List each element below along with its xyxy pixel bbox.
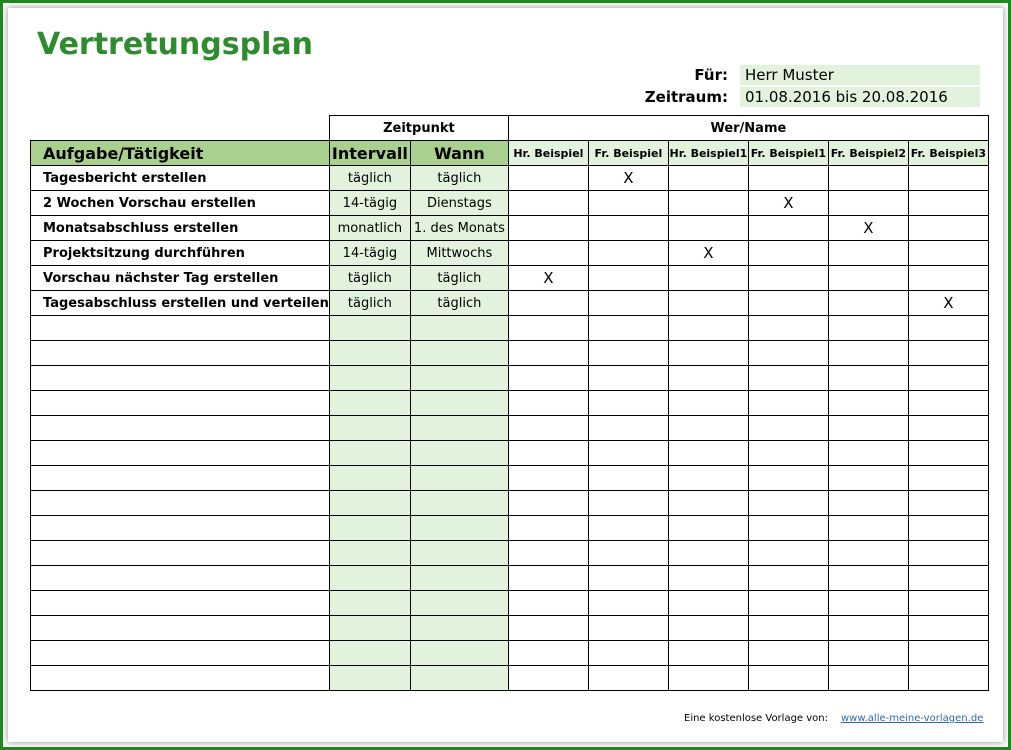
assignment-cell[interactable]: [588, 241, 668, 266]
assignment-cell[interactable]: [588, 341, 668, 366]
intervall-cell[interactable]: [329, 391, 410, 416]
wann-cell[interactable]: [410, 441, 508, 466]
intervall-column-header: Intervall: [329, 141, 410, 166]
wann-cell[interactable]: [410, 466, 508, 491]
assignment-cell[interactable]: [828, 366, 908, 391]
assignment-cell[interactable]: [588, 491, 668, 516]
assignment-cell[interactable]: [668, 341, 748, 366]
assignment-cell[interactable]: [908, 416, 988, 441]
assignment-cell[interactable]: [748, 541, 828, 566]
assignment-cell[interactable]: [748, 241, 828, 266]
assignment-cell[interactable]: [668, 566, 748, 591]
assignment-cell[interactable]: [508, 166, 588, 191]
task-cell[interactable]: [31, 541, 330, 566]
intervall-cell[interactable]: täglich: [329, 266, 410, 291]
assignment-cell[interactable]: [668, 666, 748, 691]
assignment-cell[interactable]: [668, 166, 748, 191]
name-column-header: Fr. Beispiel2: [828, 141, 908, 166]
empty-table-row: [31, 566, 989, 591]
assignment-cell[interactable]: [508, 491, 588, 516]
footer-link[interactable]: www.alle-meine-vorlagen.de: [841, 713, 984, 724]
empty-table-row: [31, 466, 989, 491]
wann-cell[interactable]: täglich: [410, 266, 508, 291]
assignment-cell[interactable]: [748, 641, 828, 666]
intervall-cell[interactable]: [329, 441, 410, 466]
wann-cell[interactable]: [410, 391, 508, 416]
intervall-cell[interactable]: [329, 666, 410, 691]
assignment-cell[interactable]: [828, 616, 908, 641]
page-title: Vertretungsplan: [37, 27, 313, 62]
empty-table-row: [31, 616, 989, 641]
assignment-cell[interactable]: [828, 341, 908, 366]
assignment-cell[interactable]: [668, 591, 748, 616]
task-cell[interactable]: [31, 316, 330, 341]
assignment-cell[interactable]: [508, 391, 588, 416]
assignment-cell[interactable]: [588, 191, 668, 216]
assignment-cell[interactable]: [668, 541, 748, 566]
intervall-cell[interactable]: [329, 616, 410, 641]
empty-table-row: [31, 516, 989, 541]
assignment-cell[interactable]: X: [668, 241, 748, 266]
assignment-cell[interactable]: [588, 266, 668, 291]
task-column-header: Aufgabe/Tätigkeit: [31, 141, 330, 166]
assignment-cell[interactable]: [908, 366, 988, 391]
assignment-cell[interactable]: [508, 191, 588, 216]
wann-cell[interactable]: Dienstags: [410, 191, 508, 216]
task-cell[interactable]: [31, 341, 330, 366]
intervall-cell[interactable]: [329, 491, 410, 516]
intervall-cell[interactable]: täglich: [329, 166, 410, 191]
assignment-cell[interactable]: [668, 416, 748, 441]
assignment-cell[interactable]: [908, 216, 988, 241]
task-cell[interactable]: [31, 516, 330, 541]
intervall-cell[interactable]: [329, 366, 410, 391]
intervall-cell[interactable]: [329, 516, 410, 541]
assignment-cell[interactable]: [908, 566, 988, 591]
assignment-cell[interactable]: [588, 666, 668, 691]
assignment-cell[interactable]: [668, 391, 748, 416]
assignment-cell[interactable]: [908, 441, 988, 466]
assignment-cell[interactable]: X: [588, 166, 668, 191]
assignment-cell[interactable]: [748, 666, 828, 691]
empty-table-row: [31, 441, 989, 466]
assignment-cell[interactable]: [828, 666, 908, 691]
assignment-cell[interactable]: [908, 616, 988, 641]
wann-cell[interactable]: [410, 666, 508, 691]
name-column-header: Fr. Beispiel1: [748, 141, 828, 166]
assignment-cell[interactable]: [828, 641, 908, 666]
assignment-cell[interactable]: [748, 166, 828, 191]
assignment-cell[interactable]: [588, 391, 668, 416]
wann-cell[interactable]: [410, 591, 508, 616]
wann-cell[interactable]: [410, 641, 508, 666]
table-row: [31, 241, 989, 266]
task-cell[interactable]: Monatsabschluss erstellen: [31, 216, 330, 241]
wann-cell[interactable]: [410, 491, 508, 516]
empty-table-row: [31, 391, 989, 416]
task-cell[interactable]: [31, 641, 330, 666]
table-row: [31, 191, 989, 216]
intervall-cell[interactable]: [329, 416, 410, 441]
name-column-header: Fr. Beispiel: [588, 141, 668, 166]
zeitraum-field[interactable]: 01.08.2016 bis 20.08.2016: [740, 87, 980, 107]
wann-cell[interactable]: [410, 516, 508, 541]
assignment-cell[interactable]: [748, 491, 828, 516]
assignment-cell[interactable]: [908, 541, 988, 566]
task-cell[interactable]: [31, 591, 330, 616]
empty-table-row: [31, 366, 989, 391]
table-row: [31, 216, 989, 241]
assignment-cell[interactable]: [508, 416, 588, 441]
assignment-cell[interactable]: [748, 616, 828, 641]
zeitpunkt-group-header: Zeitpunkt: [329, 116, 508, 141]
assignment-cell[interactable]: [508, 341, 588, 366]
assignment-cell[interactable]: [668, 216, 748, 241]
intervall-cell[interactable]: [329, 641, 410, 666]
assignment-cell[interactable]: [588, 291, 668, 316]
assignment-cell[interactable]: [748, 466, 828, 491]
assignment-cell[interactable]: [828, 566, 908, 591]
assignment-cell[interactable]: [828, 191, 908, 216]
assignment-cell[interactable]: [828, 166, 908, 191]
assignment-cell[interactable]: [508, 316, 588, 341]
assignment-cell[interactable]: [828, 391, 908, 416]
intervall-cell[interactable]: 14-tägig: [329, 191, 410, 216]
assignment-cell[interactable]: [748, 341, 828, 366]
task-cell[interactable]: [31, 666, 330, 691]
assignment-cell[interactable]: [508, 641, 588, 666]
assignment-cell[interactable]: X: [748, 191, 828, 216]
assignment-cell[interactable]: [908, 166, 988, 191]
assignment-cell[interactable]: [748, 366, 828, 391]
assignment-cell[interactable]: [828, 441, 908, 466]
empty-table-row: [31, 666, 989, 691]
task-cell[interactable]: [31, 616, 330, 641]
name-column-header: Hr. Beispiel: [508, 141, 588, 166]
table-row: [31, 266, 989, 291]
wann-cell[interactable]: [410, 566, 508, 591]
assignment-cell[interactable]: [668, 466, 748, 491]
assignment-cell[interactable]: [588, 516, 668, 541]
assignment-cell[interactable]: [508, 666, 588, 691]
footer-text: Eine kostenlose Vorlage von:: [684, 713, 828, 724]
assignment-cell[interactable]: [908, 491, 988, 516]
assignment-cell[interactable]: [668, 491, 748, 516]
wann-cell[interactable]: [410, 341, 508, 366]
task-cell[interactable]: [31, 566, 330, 591]
task-cell[interactable]: Tagesbericht erstellen: [31, 166, 330, 191]
wann-cell[interactable]: Mittwochs: [410, 241, 508, 266]
assignment-cell[interactable]: [748, 441, 828, 466]
assignment-cell[interactable]: [588, 641, 668, 666]
wann-column-header: Wann: [410, 141, 508, 166]
fuer-label: Für:: [694, 66, 728, 84]
assignment-cell[interactable]: [588, 616, 668, 641]
task-cell[interactable]: Projektsitzung durchführen: [31, 241, 330, 266]
assignment-cell[interactable]: [668, 441, 748, 466]
column-header-row: [31, 141, 989, 166]
assignment-cell[interactable]: [588, 441, 668, 466]
empty-table-row: [31, 341, 989, 366]
assignment-cell[interactable]: [508, 466, 588, 491]
assignment-cell[interactable]: [508, 591, 588, 616]
empty-corner: [31, 116, 330, 141]
empty-table-row: [31, 641, 989, 666]
wann-cell[interactable]: [410, 541, 508, 566]
name-column-header: Fr. Beispiel3: [908, 141, 988, 166]
assignment-cell[interactable]: [508, 241, 588, 266]
assignment-cell[interactable]: [668, 316, 748, 341]
wann-cell[interactable]: [410, 366, 508, 391]
assignment-cell[interactable]: [828, 491, 908, 516]
assignment-cell[interactable]: [748, 216, 828, 241]
assignment-cell[interactable]: [908, 316, 988, 341]
empty-table-row: [31, 491, 989, 516]
assignment-cell[interactable]: [668, 266, 748, 291]
assignment-cell[interactable]: [668, 641, 748, 666]
task-cell[interactable]: Tagesabschluss erstellen und verteilen: [31, 291, 330, 316]
assignment-cell[interactable]: X: [828, 216, 908, 241]
assignment-cell[interactable]: [908, 341, 988, 366]
assignment-cell[interactable]: [828, 591, 908, 616]
table-row: [31, 291, 989, 316]
intervall-cell[interactable]: 14-tägig: [329, 241, 410, 266]
wann-cell[interactable]: [410, 616, 508, 641]
assignment-cell[interactable]: [828, 416, 908, 441]
assignment-cell[interactable]: [828, 316, 908, 341]
assignment-cell[interactable]: [748, 291, 828, 316]
task-cell[interactable]: 2 Wochen Vorschau erstellen: [31, 191, 330, 216]
assignment-cell[interactable]: [508, 541, 588, 566]
assignment-cell[interactable]: [508, 616, 588, 641]
assignment-cell[interactable]: [748, 416, 828, 441]
assignment-cell[interactable]: [828, 266, 908, 291]
wann-cell[interactable]: täglich: [410, 291, 508, 316]
empty-table-row: [31, 541, 989, 566]
assignment-cell[interactable]: [828, 541, 908, 566]
intervall-cell[interactable]: monatlich: [329, 216, 410, 241]
assignment-cell[interactable]: X: [908, 291, 988, 316]
assignment-cell[interactable]: [508, 441, 588, 466]
zeitraum-label: Zeitraum:: [644, 88, 728, 106]
intervall-cell[interactable]: [329, 591, 410, 616]
wer-name-group-header: Wer/Name: [508, 116, 988, 141]
task-cell[interactable]: [31, 416, 330, 441]
task-cell[interactable]: [31, 491, 330, 516]
assignment-cell[interactable]: [508, 516, 588, 541]
assignment-cell[interactable]: [908, 241, 988, 266]
assignment-cell[interactable]: [748, 266, 828, 291]
intervall-cell[interactable]: [329, 341, 410, 366]
assignment-cell[interactable]: [908, 466, 988, 491]
task-cell[interactable]: Vorschau nächster Tag erstellen: [31, 266, 330, 291]
vertretungsplan-table: [30, 115, 989, 691]
assignment-cell[interactable]: [908, 191, 988, 216]
assignment-cell[interactable]: [668, 191, 748, 216]
empty-table-row: [31, 316, 989, 341]
wann-cell[interactable]: täglich: [410, 166, 508, 191]
assignment-cell[interactable]: [668, 366, 748, 391]
assignment-cell[interactable]: [588, 416, 668, 441]
assignment-cell[interactable]: [828, 466, 908, 491]
intervall-cell[interactable]: [329, 541, 410, 566]
group-header-row: [31, 116, 989, 141]
assignment-cell[interactable]: [588, 541, 668, 566]
assignment-cell[interactable]: [668, 291, 748, 316]
assignment-cell[interactable]: [588, 316, 668, 341]
wann-cell[interactable]: 1. des Monats: [410, 216, 508, 241]
assignment-cell[interactable]: [668, 516, 748, 541]
intervall-cell[interactable]: [329, 316, 410, 341]
assignment-cell[interactable]: [908, 641, 988, 666]
assignment-cell[interactable]: [588, 366, 668, 391]
wann-cell[interactable]: [410, 416, 508, 441]
assignment-cell[interactable]: [748, 316, 828, 341]
assignment-cell[interactable]: [508, 291, 588, 316]
assignment-cell[interactable]: [748, 566, 828, 591]
table-body: [31, 166, 989, 691]
assignment-cell[interactable]: [908, 591, 988, 616]
task-cell[interactable]: [31, 391, 330, 416]
task-cell[interactable]: [31, 441, 330, 466]
table-row: [31, 166, 989, 191]
assignment-cell[interactable]: [508, 216, 588, 241]
assignment-cell[interactable]: [828, 516, 908, 541]
assignment-cell[interactable]: [908, 516, 988, 541]
empty-table-row: [31, 591, 989, 616]
assignment-cell[interactable]: [748, 516, 828, 541]
intervall-cell[interactable]: täglich: [329, 291, 410, 316]
task-cell[interactable]: [31, 466, 330, 491]
intervall-cell[interactable]: [329, 466, 410, 491]
assignment-cell[interactable]: [828, 241, 908, 266]
assignment-cell[interactable]: [908, 666, 988, 691]
assignment-cell[interactable]: [748, 391, 828, 416]
assignment-cell[interactable]: [828, 291, 908, 316]
fuer-field[interactable]: Herr Muster: [740, 65, 980, 85]
assignment-cell[interactable]: [588, 216, 668, 241]
assignment-cell[interactable]: X: [508, 266, 588, 291]
intervall-cell[interactable]: [329, 566, 410, 591]
name-column-header: Hr. Beispiel1: [668, 141, 748, 166]
assignment-cell[interactable]: [908, 266, 988, 291]
assignment-cell[interactable]: [588, 566, 668, 591]
assignment-cell[interactable]: [748, 591, 828, 616]
assignment-cell[interactable]: [508, 566, 588, 591]
task-cell[interactable]: [31, 366, 330, 391]
wann-cell[interactable]: [410, 316, 508, 341]
empty-table-row: [31, 416, 989, 441]
assignment-cell[interactable]: [588, 591, 668, 616]
assignment-cell[interactable]: [908, 391, 988, 416]
assignment-cell[interactable]: [508, 366, 588, 391]
assignment-cell[interactable]: [668, 616, 748, 641]
assignment-cell[interactable]: [588, 466, 668, 491]
